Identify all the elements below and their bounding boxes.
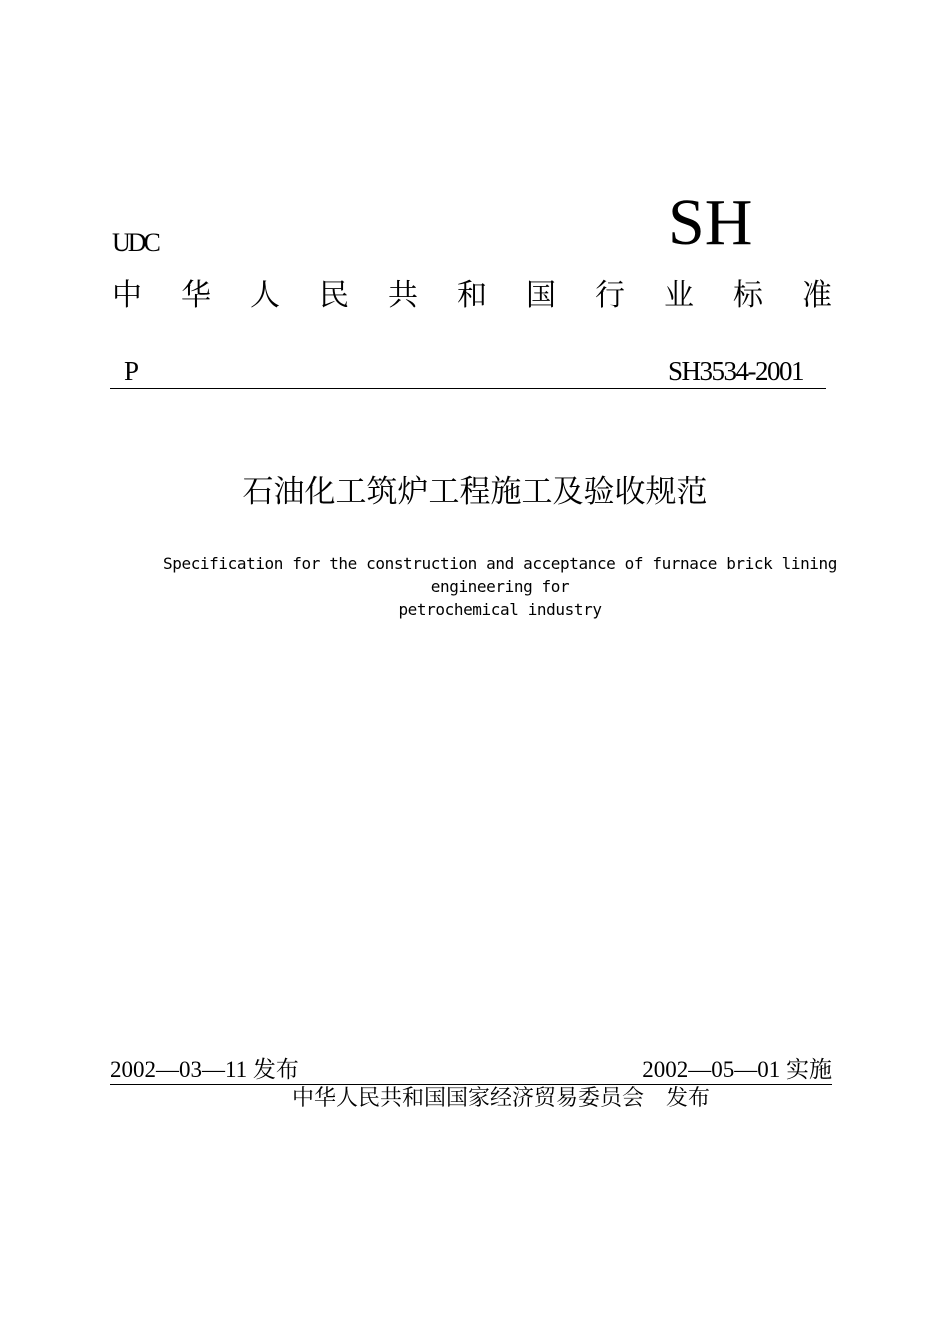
classification-code: P	[124, 356, 140, 386]
date-row	[110, 1055, 832, 1085]
english-title-line: engineering for	[430, 577, 570, 596]
standard-title	[112, 276, 832, 316]
standard-title-char: 业	[664, 278, 694, 313]
standard-title-char: 民	[319, 278, 349, 313]
english-title-line: petrochemical industry	[398, 600, 602, 619]
standard-title-char: 中	[112, 278, 142, 313]
standard-number: SH3534-2001	[668, 356, 804, 386]
issuer-action: 发布	[666, 1086, 711, 1111]
udc-label: UDC	[112, 228, 158, 257]
standard-title-char: 共	[388, 278, 418, 313]
issuer-name: 中华人民共和国国家经济贸易委员会	[291, 1086, 644, 1111]
standard-title-char: 准	[802, 278, 832, 313]
standard-title-char: 和	[457, 278, 487, 313]
industry-code: SH	[668, 186, 753, 259]
document-title-chinese: 石油化工筑炉工程施工及验收规范	[242, 474, 708, 510]
issue-date: 2002—03—11 发布	[110, 1057, 299, 1082]
standard-title-char: 标	[733, 278, 763, 313]
standard-title-char: 行	[595, 278, 625, 313]
standard-title-char: 国	[526, 278, 556, 313]
standard-title-char: 华	[181, 278, 211, 313]
effective-date: 2002—05—01 实施	[642, 1057, 832, 1082]
document-title-english	[0, 552, 950, 621]
standard-title-char: 人	[250, 278, 280, 313]
issuer-line	[0, 1083, 950, 1115]
english-title-line: Specification for the construction and acceptance of furnace brick lining	[163, 554, 837, 573]
